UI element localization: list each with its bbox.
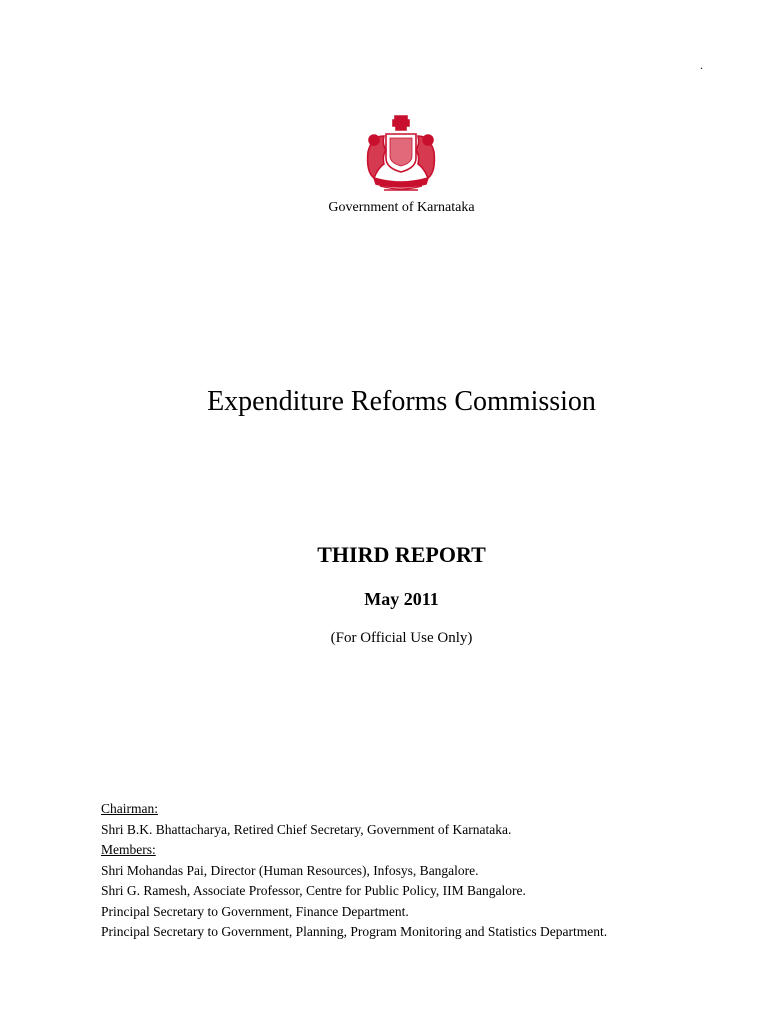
- commission-title: Expenditure Reforms Commission: [207, 386, 596, 417]
- member-entry: Shri Mohandas Pai, Director (Human Resources), Infosys, Bangalore.: [101, 862, 479, 878]
- chairman-heading: Chairman:: [101, 801, 158, 816]
- page-mark: .: [700, 58, 703, 72]
- classification-note: (For Official Use Only): [330, 630, 473, 646]
- members-heading: Members:: [101, 842, 156, 857]
- chairman-entry: Shri B.K. Bhattacharya, Retired Chief Secretary, Government of Karnataka.: [101, 821, 512, 837]
- organization-name: Government of Karnataka: [328, 200, 475, 215]
- member-entry: Principal Secretary to Government, Planning, Program Monitoring and Statistics Department.: [101, 924, 608, 939]
- committee-list: [101, 799, 607, 943]
- report-date: May 2011: [364, 589, 439, 609]
- member-entry: Shri G. Ramesh, Associate Professor, Centre for Public Policy, IIM Bangalore.: [101, 883, 526, 898]
- member-entry: Principal Secretary to Government, Finance Department.: [101, 903, 409, 919]
- karnataka-state-emblem-icon: [360, 112, 442, 196]
- report-name: THIRD REPORT: [317, 542, 486, 567]
